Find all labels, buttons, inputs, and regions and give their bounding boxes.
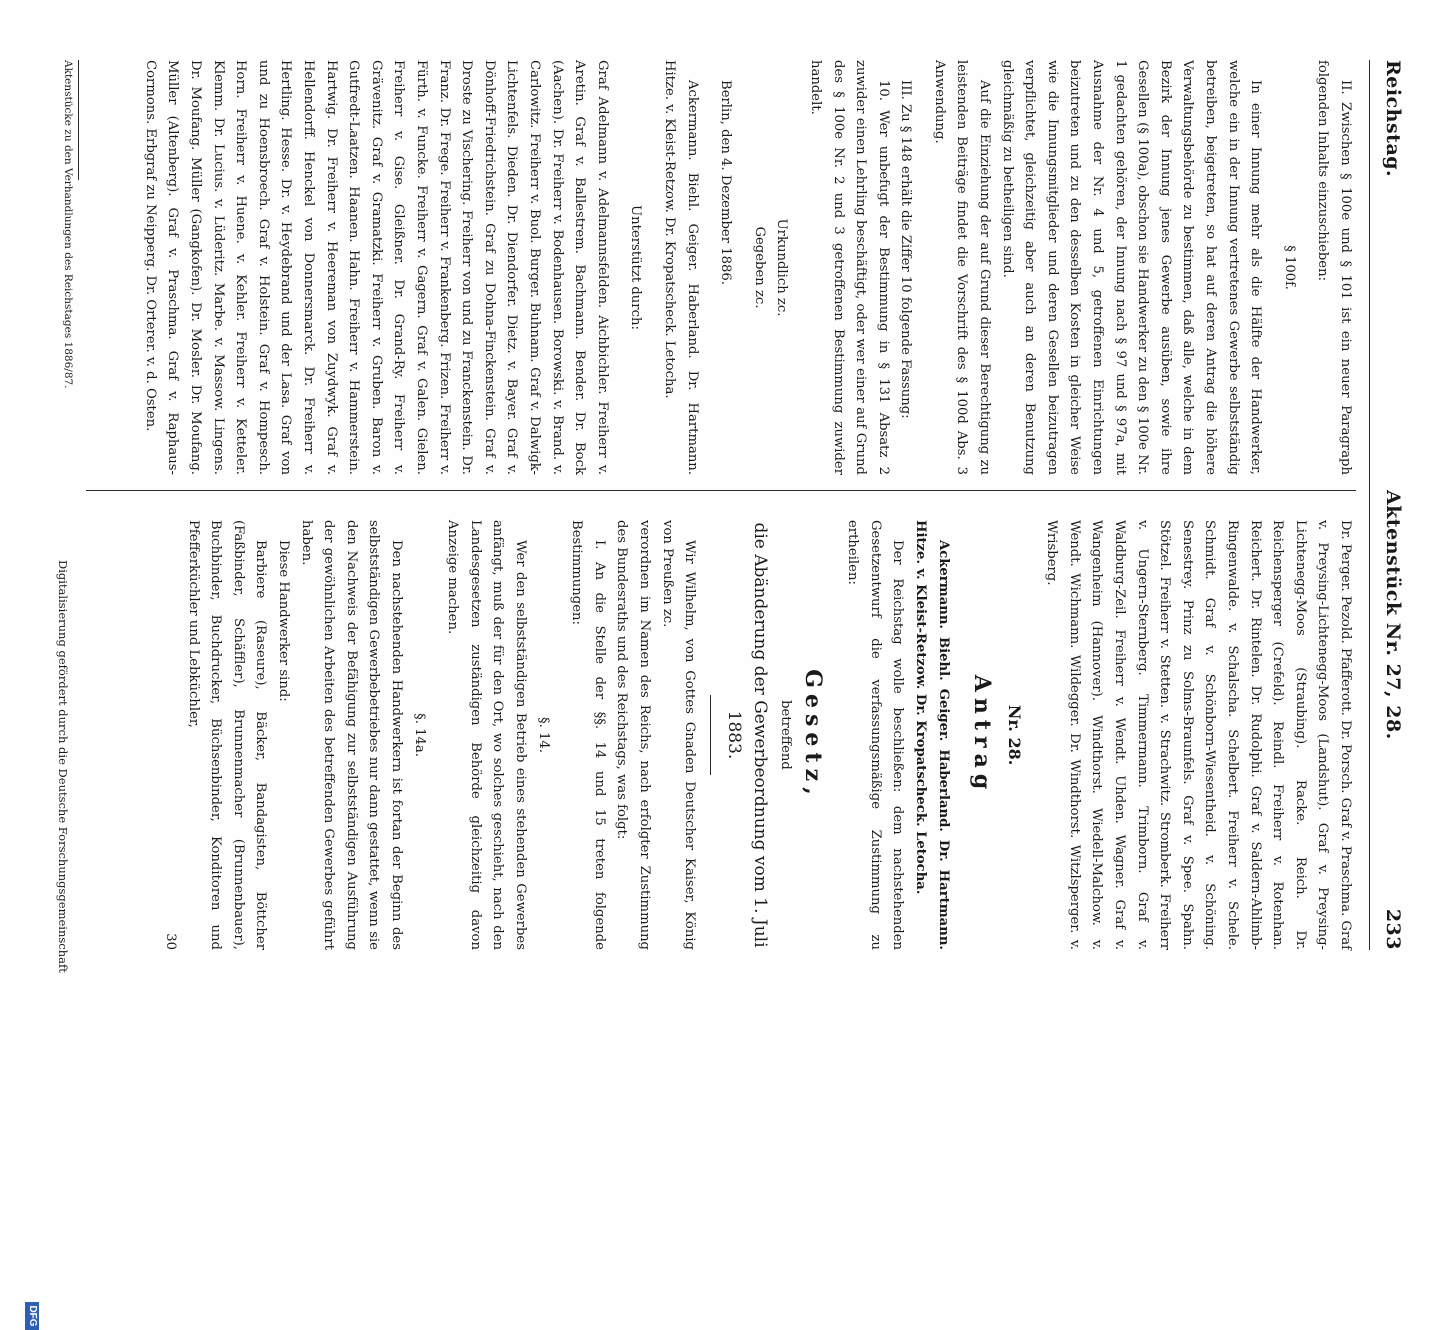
header-aktenstueck: Aktenstück Nr. 27, 28.: [1382, 490, 1404, 740]
footnote: Aktenstücke zu den Verhandlungen des Reichstages 1886/87.: [62, 60, 74, 389]
trades-intro: Diese Handwerker sind:: [276, 540, 292, 702]
trades-list: Barbiere (Raseure), Bäcker, Bandagisten, Böttcher (Faßbinder, Schäffler), Brunnenmacher (Brunnenbauer), Buchbinder, Buchdrucker, Büchsenbinder, Konditoren und Pfefferküchler und Lebküchler,: [185, 520, 269, 950]
para-10: 10. Wer unbefugt der Bestimmung in § 131 Absatz 2 zuwider einen Lehrling beschäftigt, oder wer einer auf Grund des § 100e Nr. 2 und 3 getroffenen Bestimmung zuwider handelt.: [807, 60, 891, 475]
header-reichstag: Reichstag.: [1382, 60, 1404, 178]
para-14: Wer den selbstständigen Betrieb eines stehenden Gewerbes anfängt, muß der für den Ort, wo solches geschieht, nach den Landesgesetzen zuständigen Behörde gleichzeitig davon Anzeige machen.: [445, 520, 528, 950]
page-number: 233: [1382, 908, 1404, 950]
right-column: [158, 520, 1356, 950]
supporters-continued: Dr. Perger. Pezold. Pfafferott. Dr. Porsch. Graf v. Praschma. Graf v. Preysing-Lichtenegg-Moos (Landshut). Graf v. Preysing-Lichtenegg-Moos (Straubing). Racke. Reich. Dr. Reichensperger (Crefeld). Reindl. Freiherr v. Rotenhan. Reichert. Dr. Rintelen. Dr. Rudolphi. Graf v. Saldern-Ahlimb-Ringenwalde. v. Schalscha. Schelbert. Freiherr v. Schele. Schmidt. Graf v. Schönborn-Wiesentheid. v. Schöning. Senestrey. Prinz zu Solms-Braunfels. Graf v. Spee. Spahn. Stötzel. Freiherr v. Stetten. v. Strachwitz. Stromberk. Freiherr v. Ungern-Sternberg. Timmermann. Trimborn. Graf v. Waldburg-Zeil. Freiherr v. Wendt. Uhden. Wagner. Graf v. Wangenheim (Hannover). Windthorst. Wiedell-Malchow. v. Wendt. Wichmann. Wildegger. Dr. Windthorst. Witzlsperger. v. Wrisberg.: [1044, 520, 1353, 950]
verordnen: verordnen im Namen des Reichs, nach erfolgter Zustimmung des Bundesraths und des Reichstags, was folgt:: [614, 520, 652, 950]
antrag-text: Der Reichstag wolle beschließen: dem nachstehenden Gesetzentwurf die verfassungsmäßige Zustimmung zu ertheilen:: [845, 520, 906, 950]
wir-wilhelm: Wir Wilhelm, von Gottes Gnaden Deutscher Kaiser, König von Preußen zc.: [659, 520, 698, 950]
para-100f-2: Auf die Einziehung der auf Grund dieser Berechtigung zu leistenden Beiträge findet die Vorschrift des § 100d Abs. 3 Anwendung.: [931, 60, 993, 475]
digitization-note: Digitalisierung gefördert durch die Deutsche Forschungsgemeinschaft: [56, 560, 70, 973]
header-rule: [1369, 60, 1370, 950]
signers: Ackermann. Biehl. Geiger. Haberland. Dr. Hartmann. Hitze. v. Kleist-Retzow. Dr. Kropatscheck. Letocha.: [661, 60, 700, 475]
document-number: Nr. 28.: [1004, 704, 1024, 766]
item-I: I. An die Stelle der §§. 14 und 15 treten folgende Bestimmungen:: [569, 520, 607, 950]
para-14a: Den nachstehenden Handwerkern ist fortan der Beginn des selbstständigen Gewerbebetriebes nur dann gestattet, wenn sie den Nachweis der Befähigung zur selbstständigen Ausführung der gewöhnlichen Arbeiten des betreffenden Gewerbes geführt haben.: [298, 520, 404, 950]
antrag-signers: Ackermann. Biehl. Geiger. Haberland. Dr. Hartmann. Hitze. v. Kleist-Retzow. Dr. Kropatscheck. Letocha.: [913, 520, 951, 950]
left-column: [138, 60, 1356, 475]
para-III: III. Zu § 148 erhält die Ziffer 10 folgende Fassung:: [898, 80, 914, 419]
gesetz-heading: Gesetz,: [799, 669, 826, 801]
section-14-heading: §. 14.: [535, 717, 551, 753]
footnote-rule: [78, 60, 79, 180]
supporters-list: Graf Adelmann v. Adelmannsfelden. Aichbichler. Freiherr v. Aretin. Graf v. Ballestrem. Bachmann. Bender. Dr. Bock (Aachen). Dr. Freiherr v. Bodenhausen. Borowski. v. Brand. v. Carlowitz. Freiherr v. Buol. Burger. Buhnam. Graf v. Dalwigk-Lichtenfels. Dieden. Dr. Diendorfer. Dietz. v. Bayer. Graf v. Dönhoff-Friedrichstein. Graf zu Dohna-Finckenstein. Graf v. Droste zu Vischering. Freiherr von und zu Franckenstein. Dr. Franz. Dr. Frege. Freiherr v. Frankenberg. Frizen. Freiherr v. Fürth. v. Funcke. Freiherr v. Gagern. Graf v. Galen. Gielen. Freiherr v. Gise. Gleißner. Dr. Grand-Ry. Freiherr v. Grävenitz. Graf v. Gramatzki. Freiherr v. Gruben. Baron v. Gutfredt-Laatzen. Haanen. Hahn. Freiherr v. Hammerstein. Hartwig. Dr. Freiherr v. Heereman von Zuydwyk. Graf v. Hellendorff. Henckel von Donnersmarck. Dr. Freiherr v. Hertling. Hesse. Dr. v. Heydebrand und der Lasa. Graf von und zu Hoensbroech. Graf v. Holstein. Graf v. Hompesch. Horn. Freiherr v. Huene. v. Kehler. Freiherr v. Ketteler. Klemm. Dr. Lucius. v. Lüderitz. Marbe. v. Massow. Lingens. Dr. Moufang. Müller (Gangkofen). Dr. Mosler. Dr. Moufang. Müller (Altenberg). Graf v. Praschma. Graf v. Raphaus-Cormons. Erbgraf zu Neipperg. Dr. Orterer. v. d. Osten.: [142, 60, 610, 475]
para-II: II. Zwischen § 100e und § 101 ist ein neuer Paragraph folgenden Inhalts einzuschieben:: [1315, 60, 1353, 475]
date-line: Berlin, den 4. Dezember 1886.: [718, 80, 734, 285]
column-divider: [86, 490, 1356, 491]
subject-title: die Abänderung der Gewerbeordnung vom 1. Juli 1883.: [724, 522, 771, 948]
dfg-logo: DFG: [25, 1302, 39, 1330]
gegeben: Gegeben zc.: [751, 226, 767, 309]
title-rule: [710, 695, 711, 775]
supported-by: Unterstützt durch:: [628, 205, 644, 330]
para-100f-1: In einer Innung mehr als die Hälfte der Handwerker, welche ein in der Innung vertretenes Gewerbe selbstständig betreiben, beigetreten, so hat auf deren Antrag die höhere Verwaltungsbehörde zu bestimmen, daß alle, welche in dem Bezirk der Innung jenes Gewerbe ausüben, sowie ihre Gesellen (§ 100a), obschon sie Handwerker zu den § 100e Nr. 1 gedachten gehören, der Innung nach § 97 und § 97a, mit Ausnahme der Nr. 4 und 5, getroffenen Einrichtungen beizutreten und zu den desselben Kosten in gleicher Weise wie die Innungsmitglieder und deren Gesellen beizutragen verpflichtet, gleichzeitig aber auch an deren Benutzung gleichmäßig zu betheiligen sind.: [999, 60, 1264, 475]
betreffend: betreffend: [777, 700, 793, 770]
section-100f-heading: § 100f.: [1281, 245, 1297, 290]
urkundlich: Urkundlich zc.: [774, 218, 790, 317]
running-header: [1374, 60, 1404, 950]
section-14a-heading: §. 14a.: [411, 713, 427, 757]
signature-mark: 30: [163, 933, 179, 950]
antrag-heading: Antrag: [968, 674, 995, 796]
